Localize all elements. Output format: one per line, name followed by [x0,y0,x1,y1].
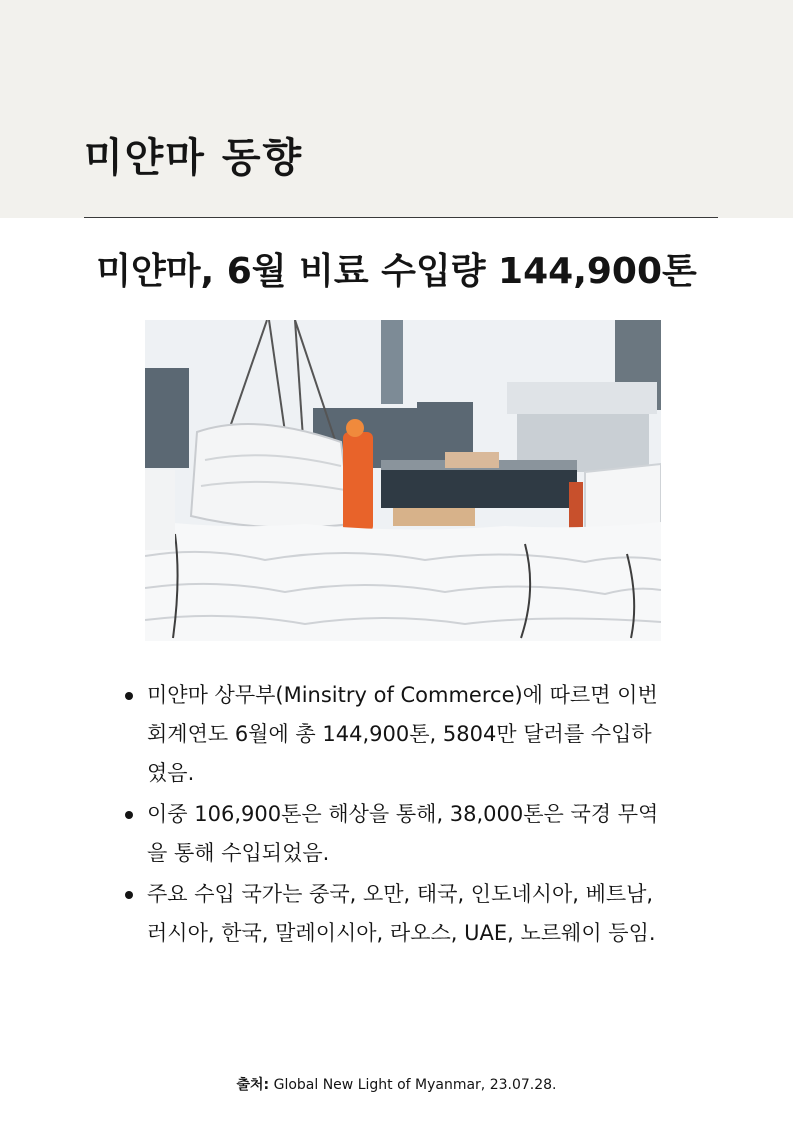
source-text: Global New Light of Myanmar, 23.07.28. [273,1077,557,1093]
worker-figure [343,432,373,532]
source-label: 출처: [236,1077,270,1093]
bullet-item [125,875,670,953]
bullet-item [125,795,670,873]
bullet-item [125,676,670,793]
section-title: 미얀마 동향 [84,135,304,181]
bullet-dot-icon [125,811,133,819]
article-photo [145,320,661,641]
bullet-text: 미얀마 상무부(Minsitry of Commerce)에 따르면 이번 회계연도 6월에 총 144,900톤, 5804만 달러를 수입하였음. [147,683,658,785]
bullet-list [125,676,670,955]
bullet-text: 주요 수입 국가는 중국, 오만, 태국, 인도네시아, 베트남, 러시아, 한국, 말레이시아, 라오스, UAE, 노르웨이 등임. [147,882,656,945]
article-headline: 미얀마, 6월 비료 수입량 144,900톤 [96,251,697,292]
bullet-text: 이중 106,900톤은 해상을 통해, 38,000톤은 국경 무역을 통해 수입되었음. [147,802,659,865]
source-citation [0,1074,793,1096]
bullet-dot-icon [125,891,133,899]
bullet-dot-icon [125,692,133,700]
header-divider [84,217,718,218]
